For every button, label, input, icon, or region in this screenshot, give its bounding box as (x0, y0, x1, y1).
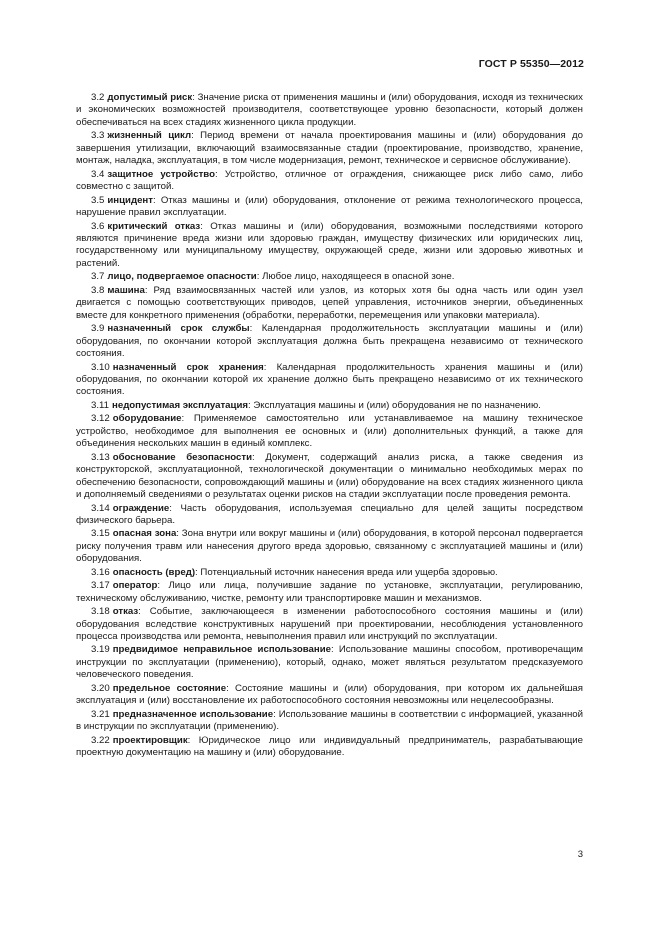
entry-term: критический отказ (107, 220, 201, 232)
entry-term: недопустимая эксплуатация (112, 399, 248, 411)
definition-entry (76, 606, 583, 643)
entry-number: 3.16 (91, 566, 110, 578)
entry-number: 3.3 (91, 130, 105, 142)
definition-entry (76, 528, 583, 565)
entry-definition: Использование машины способом, противоречащим инструкции по эксплуатации (применению), который, однако, может являться результатом предсказуемого человеческого поведения. (76, 644, 583, 681)
entry-term: опасная зона (112, 528, 177, 540)
entry-definition: Эксплуатация машины и (или) оборудования не по назначению. (253, 399, 541, 411)
definition-entry (76, 400, 583, 412)
entry-number: 3.11 (91, 399, 110, 411)
entry-separator: : (256, 271, 260, 283)
entry-definition: Любое лицо, находящееся в опасной зоне. (262, 271, 455, 283)
entry-number: 3.18 (91, 606, 110, 618)
entry-definition: Потенциальный источник нанесения вреда или ущерба здоровью. (200, 566, 498, 578)
entry-separator: : (248, 399, 251, 411)
entry-number: 3.10 (91, 361, 110, 373)
entry-definition: Применяемое самостоятельно или устанавливаемое на машину техническое устройство, необходимое для выполнения ее основных и (или) дополнительных функций, а также для объединения нескольких машин в единый комплекс. (76, 413, 583, 450)
definition-entry (76, 735, 583, 760)
entry-number: 3.22 (91, 734, 110, 746)
entry-definition: Часть оборудования, используемая специально для целей защиты посредством физического барьера. (76, 502, 583, 526)
entry-term: назначенный срок хранения (112, 361, 264, 373)
definition-entry (76, 580, 583, 605)
entry-definition: Календарная продолжительность хранения машины и (или) оборудования, по окончании которой их хранение должно быть прекращено независимо от их технического состояния. (76, 361, 583, 398)
entry-number: 3.4 (91, 168, 105, 180)
definition-entry (76, 195, 583, 220)
entry-definition: Период времени от начала проектирования машины и (или) оборудования до завершения утилизации, включающий взаимосвязанные стадии (проектирование, производство, хранение, монтаж, наладка, эксплуатация, в том числе модернизация, ремонт, техническое и сервисное обслуживание). (76, 130, 584, 167)
definition-entry (76, 271, 583, 283)
entry-term: предназначенное использование (112, 708, 274, 720)
entry-term: оператор (112, 580, 158, 592)
entry-number: 3.6 (91, 220, 105, 232)
entry-definition: Использование машины в соответствии с информацией, указанной в инструкции по эксплуатации (применению). (76, 708, 583, 733)
entry-term: предвидимое неправильное использование (112, 644, 331, 656)
definition-entry (76, 567, 583, 579)
entry-separator: : (169, 502, 172, 514)
entry-definition: Лицо или лица, получившие задание по установке, эксплуатации, регулированию, техническому обслуживанию, чистке, ремонту или транспортировке машин и механизмов. (76, 580, 583, 604)
entry-separator: : (181, 413, 185, 425)
entry-term: оборудование (112, 413, 182, 425)
entry-separator: : (273, 708, 276, 720)
entry-separator: : (252, 451, 255, 463)
entry-term: проектировщик (112, 734, 188, 746)
page-number: 3 (577, 849, 583, 860)
entry-separator: : (249, 323, 253, 335)
entry-number: 3.21 (91, 708, 110, 720)
entry-term: отказ (112, 606, 139, 618)
entry-separator: : (200, 220, 203, 232)
entry-term: машина (107, 284, 145, 296)
entry-term: защитное устройство (107, 168, 215, 180)
definitions-list (76, 92, 583, 761)
entry-definition: Событие, заключающееся в изменении работоспособного состояния машины и (или) оборудования вследствие конструктивных нарушений при проектировании, несоблюдения установленного процесса производства или ремонта, невыполнения правил или инструкций по эксплуатации. (76, 606, 583, 643)
entry-number: 3.19 (91, 644, 110, 656)
definition-entry (76, 169, 583, 194)
definition-entry (76, 503, 583, 528)
entry-number: 3.14 (91, 502, 110, 514)
entry-separator: : (195, 566, 198, 578)
entry-separator: : (187, 734, 191, 746)
entry-number: 3.20 (91, 682, 110, 694)
definition-entry (76, 709, 583, 734)
entry-term: предельное состояние (112, 682, 227, 694)
entry-definition: Юридическое лицо или индивидуальный предприниматель, разрабатывающие проектную документацию на машину и (или) оборудование. (76, 734, 583, 759)
definition-entry (76, 323, 583, 360)
entry-term: ограждение (112, 502, 170, 514)
entry-separator: : (176, 528, 179, 540)
entry-term: инцидент (107, 194, 153, 206)
entry-number: 3.15 (91, 528, 110, 540)
entry-number: 3.17 (91, 580, 110, 592)
entry-term: обоснование безопасности (112, 451, 253, 463)
entry-definition: Зона внутри или вокруг машины и (или) оборудования, в которой персонал подвергается риску получения травм или нанесения другого вреда здоровью, связанному с эксплуатацией машины и (или) оборудования. (76, 528, 583, 565)
entry-separator: : (144, 284, 148, 296)
entry-definition: Отказ машины и (или) оборудования, возможными последствиями которого являются причинение вреда жизни или здоровью граждан, имуществу физических или юридических лиц, государственному или муниципальному имуществу, окружающей среде, жизни или здоровью животных и растений. (76, 220, 583, 269)
entry-separator: : (330, 644, 334, 656)
definition-entry (76, 683, 583, 708)
entry-separator: : (191, 130, 194, 142)
entry-definition: Устройство, отличное от ограждения, снижающее риск либо само, либо совместно с защитой. (76, 168, 583, 193)
entry-term: назначенный срок службы (107, 323, 250, 335)
entry-separator: : (192, 92, 195, 103)
entry-separator: : (157, 580, 161, 592)
entry-term: жизненный цикл (107, 130, 192, 142)
definition-entry (76, 413, 583, 450)
definition-entry (76, 92, 583, 129)
entry-definition: Состояние машины и (или) оборудования, при котором их дальнейшая эксплуатация и (или) восстановление их работоспособного состояния невозможны или нецелесообразны. (76, 682, 583, 707)
entry-number: 3.5 (91, 194, 105, 206)
definition-entry (76, 130, 583, 167)
definition-entry (76, 221, 583, 271)
definition-entry (76, 285, 583, 322)
entry-definition: Отказ машины и (или) оборудования, отклонение от режима технологического процесса, нарушение правил эксплуатации. (76, 194, 583, 219)
entry-separator: : (152, 194, 156, 206)
entry-definition: Ряд взаимосвязанных частей или узлов, из которых хотя бы одна часть или один узел двигается с помощью соответствующих приводов, цепей управления, источников энергии, объединенных вместе для конкретного применения (обработки, переработки, перемещения или упаковки материала). (76, 284, 583, 321)
entry-number: 3.13 (91, 451, 110, 463)
entry-definition: Значение риска от применения машины и (или) оборудования, исходя из технических и экономических возможностей производителя, соответствующее уровню безопасности, который должен обеспечиваться на всех стадиях жизненного цикла продукции. (76, 92, 583, 128)
entry-term: лицо, подвергаемое опасности (107, 271, 257, 283)
entry-number: 3.12 (91, 413, 110, 425)
entry-number: 3.8 (91, 284, 105, 296)
entry-separator: : (263, 361, 267, 373)
entry-number: 3.9 (91, 323, 105, 335)
entry-definition: Календарная продолжительность эксплуатации машины и (или) оборудования, по окончании которой эксплуатация должна быть прекращена независимо от технического состояния. (76, 323, 583, 360)
entry-separator: : (226, 682, 229, 694)
entry-number: 3.7 (91, 271, 105, 283)
entry-term: допустимый риск (107, 92, 193, 103)
entry-definition: Документ, содержащий анализ риска, а также сведения из конструкторской, эксплуатационной, технологической документации о минимально необходимых мерах по обеспечению безопасности, сопровождающий машины и (или) оборудование на всех стадиях жизненного цикла и дополняемый сведениями о результатах оценки рисков на стадии эксплуатации после проведения ремонта. (76, 451, 583, 501)
definition-entry (76, 452, 583, 502)
entry-separator: : (214, 168, 218, 180)
entry-number: 3.2 (91, 92, 105, 103)
entry-term: опасность (вред) (112, 566, 196, 578)
definition-entry (76, 644, 583, 681)
entry-separator: : (138, 606, 141, 618)
standard-code-header: ГОСТ Р 55350—2012 (478, 58, 584, 70)
definition-entry (76, 362, 583, 399)
